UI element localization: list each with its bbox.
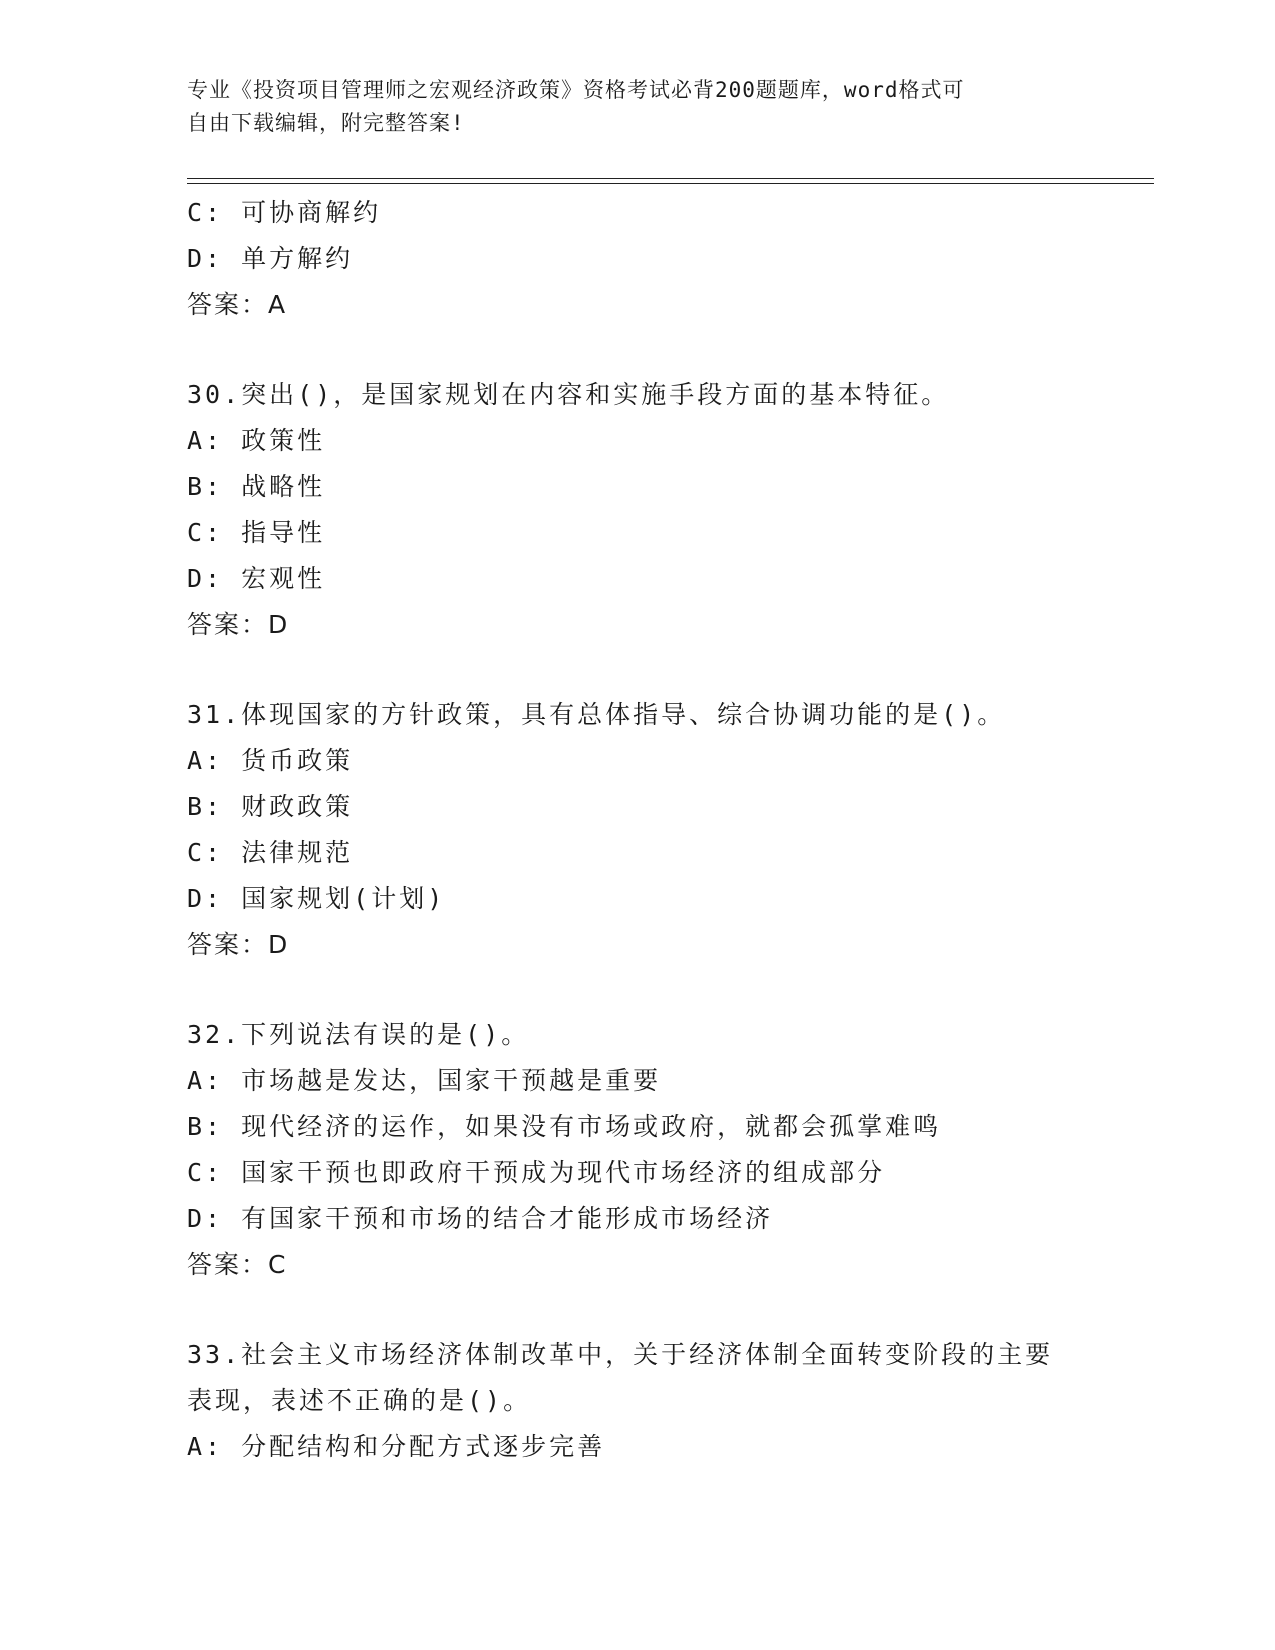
option-a: A: 分配结构和分配方式逐步完善: [187, 1432, 606, 1461]
answer-line: 答案：D: [187, 610, 290, 639]
question-32: [187, 1012, 1157, 1288]
option-c: C: 指导性: [187, 518, 326, 547]
option-a: A: 货币政策: [187, 746, 354, 775]
header-divider-top: [187, 178, 1154, 179]
question-30: [187, 372, 1157, 648]
document-header: [187, 74, 1087, 140]
answer-line: 答案：D: [187, 930, 290, 959]
answer-line: 答案：C: [187, 1250, 288, 1279]
question-33: [187, 1332, 1157, 1470]
spacer: [187, 328, 1157, 372]
question-stem-line-2: 表现，表述不正确的是()。: [187, 1386, 532, 1415]
answer-line: 答案：A: [187, 290, 288, 319]
option-c: C: 国家干预也即政府干预成为现代市场经济的组成部分: [187, 1158, 886, 1187]
header-line-1: 专业《投资项目管理师之宏观经济政策》资格考试必背200题题库，word格式可: [187, 78, 965, 102]
question-stem: 32.下列说法有误的是()。: [187, 1020, 530, 1049]
question-31: [187, 692, 1157, 968]
option-b: B: 现代经济的运作，如果没有市场或政府，就都会孤掌难鸣: [187, 1112, 942, 1141]
option-b: B: 财政政策: [187, 792, 354, 821]
option-d: D: 国家规划(计划): [187, 884, 446, 913]
option-b: B: 战略性: [187, 472, 326, 501]
question-stem-line-1: 33.社会主义市场经济体制改革中，关于经济体制全面转变阶段的主要: [187, 1340, 1054, 1369]
previous-question-tail: [187, 190, 1157, 328]
spacer: [187, 1288, 1157, 1332]
question-stem: 31.体现国家的方针政策，具有总体指导、综合协调功能的是()。: [187, 700, 1006, 729]
option-a: A: 市场越是发达，国家干预越是重要: [187, 1066, 662, 1095]
option-c: C: 可协商解约: [187, 198, 382, 227]
header-line-2: 自由下载编辑，附完整答案!: [187, 111, 465, 135]
question-list: [187, 190, 1157, 1470]
question-stem: 30.突出()，是国家规划在内容和实施手段方面的基本特征。: [187, 380, 950, 409]
spacer: [187, 968, 1157, 1012]
spacer: [187, 648, 1157, 692]
option-a: A: 政策性: [187, 426, 326, 455]
header-divider-bottom: [187, 183, 1154, 184]
option-d: D: 单方解约: [187, 244, 354, 273]
option-d: D: 有国家干预和市场的结合才能形成市场经济: [187, 1204, 774, 1233]
option-d: D: 宏观性: [187, 564, 326, 593]
option-c: C: 法律规范: [187, 838, 354, 867]
